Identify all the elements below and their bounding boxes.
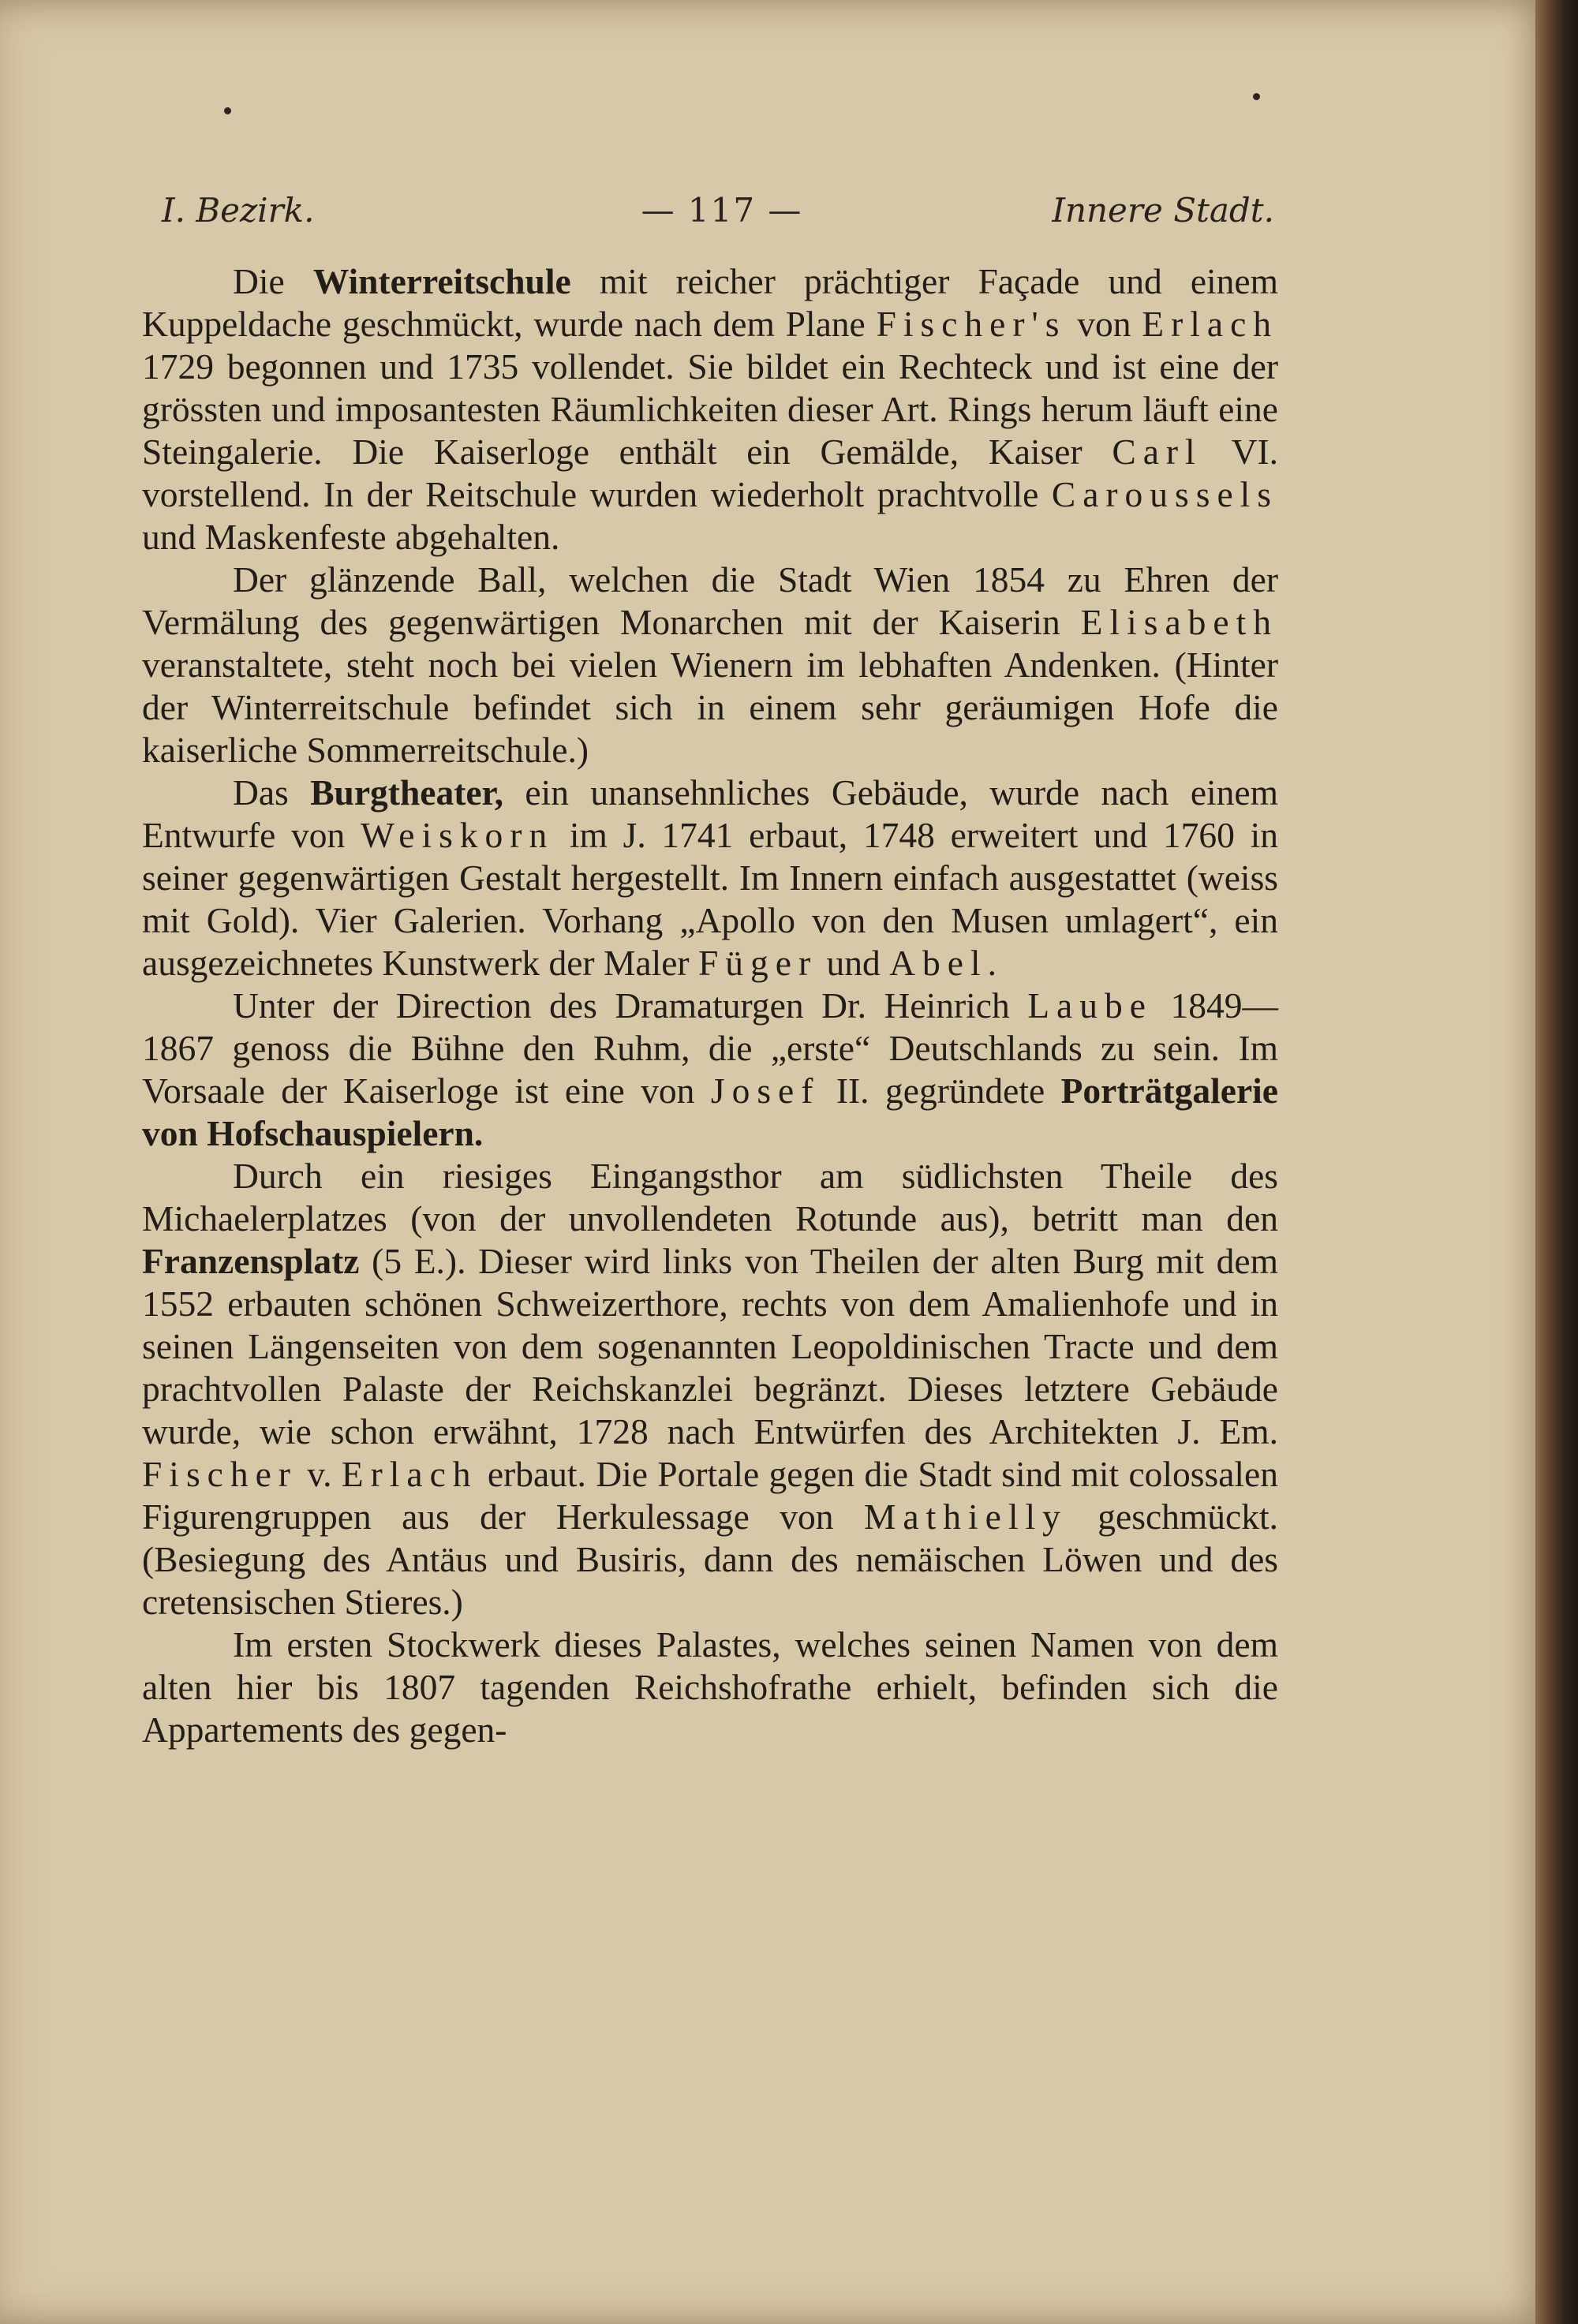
heading-portraetgalerie: Porträtgalerie von Hofschauspielern. [142,1070,1278,1153]
paragraph-winterreitschule: Die Winterreitschule mit reicher prächtiger Façade und einem Kuppeldache geschmückt, wurde nach dem Plane Fischer's von Erlach 1729 begonnen und 1735 vollendet. Sie bildet ein Rechteck und ist eine der grössten und imposantesten Räumlichkeiten dieser Art. Rings herum läuft eine Steingalerie. Die Kaiserloge enthält ein Gemälde, Kaiser Carl VI. vorstellend. In der Reitschule wurden wiederholt prachtvolle Caroussels und Maskenfeste abgehalten. [142,261,1279,557]
paragraph-franzensplatz: Durch ein riesiges Eingangsthor am südlichsten Theile des Michaelerplatzes (von der unvollendeten Rotunde aus), betritt man den Franzensplatz (5 E.). Dieser wird links von Theilen der alten Burg mit dem 1552 erbauten schönen Schweizerthore, rechts von dem Amalienhofe und in seinen Längenseiten von dem sogenannten Leopoldinischen Tracte und dem prachtvollen Palaste der Reichskanzlei begränzt. Dieses letztere Gebäude wurde, wie schon erwähnt, 1728 nach Entwürfen des Architekten J. Em. Fischer v. Erlach erbaut. Die Portale gegen die Stadt sind mit colossalen Figurengruppen aus der Herkulessage von Mathielly geschmückt. (Besiegung des Antäus und Busiris, dann des nemäischen Löwen und des cretensischen Stieres.) [142,1156,1278,1622]
heading-franzensplatz: Franzensplatz [142,1241,360,1281]
ink-speck [1253,93,1260,100]
paragraph-ball: Der glänzende Ball, welchen die Stadt Wien 1854 zu Ehren der Vermälung des gegenwärtigen Monarchen mit der Kaiserin Elisabeth veranstaltete, steht noch bei vielen Wienern im lebhaften Andenken. (Hinter der Winterreitschule befindet sich in einem sehr geräumigen Hofe die kaiserliche Sommerreitschule.) [142,559,1278,770]
paragraph-stockwerk: Im ersten Stockwerk dieses Palastes, welches seinen Namen von dem alten hier bis 1807 tagenden Reichshofrathe erhielt, befinden sich die Appartements des gegen- [142,1624,1278,1750]
paragraph-direction: Unter der Direction des Dramaturgen Dr. Heinrich Laube 1849—1867 genoss die Bühne den Ruhm, die „erste“ Deutschlands zu sein. Im Vorsaale der Kaiserloge ist eine von Josef II. gegründete Porträtgalerie von Hofschauspielern. [142,985,1278,1153]
book-edge [1535,0,1578,2324]
body-text [142,260,1278,1751]
page-number: — 117 — [641,191,803,230]
header-district: I. Bezirk. [162,191,315,230]
running-header [162,191,1274,232]
header-section: Innere Stadt. [1052,191,1274,230]
paragraph-burgtheater: Das Burgtheater, ein unansehnliches Gebäude, wurde nach einem Entwurfe von Weiskorn im J. 1741 erbaut, 1748 erweitert und 1760 in seiner gegenwärtigen Gestalt hergestellt. Im Innern einfach ausgestattet (weiss mit Gold). Vier Galerien. Vorhang „Apollo von den Musen umlagert“, ein ausgezeichnetes Kunstwerk der Maler Füger und Abel. [142,772,1278,983]
ink-speck [224,107,231,114]
heading-winterreitschule: Winterreitschule [312,261,571,301]
heading-burgtheater: Burgtheater, [310,772,503,813]
